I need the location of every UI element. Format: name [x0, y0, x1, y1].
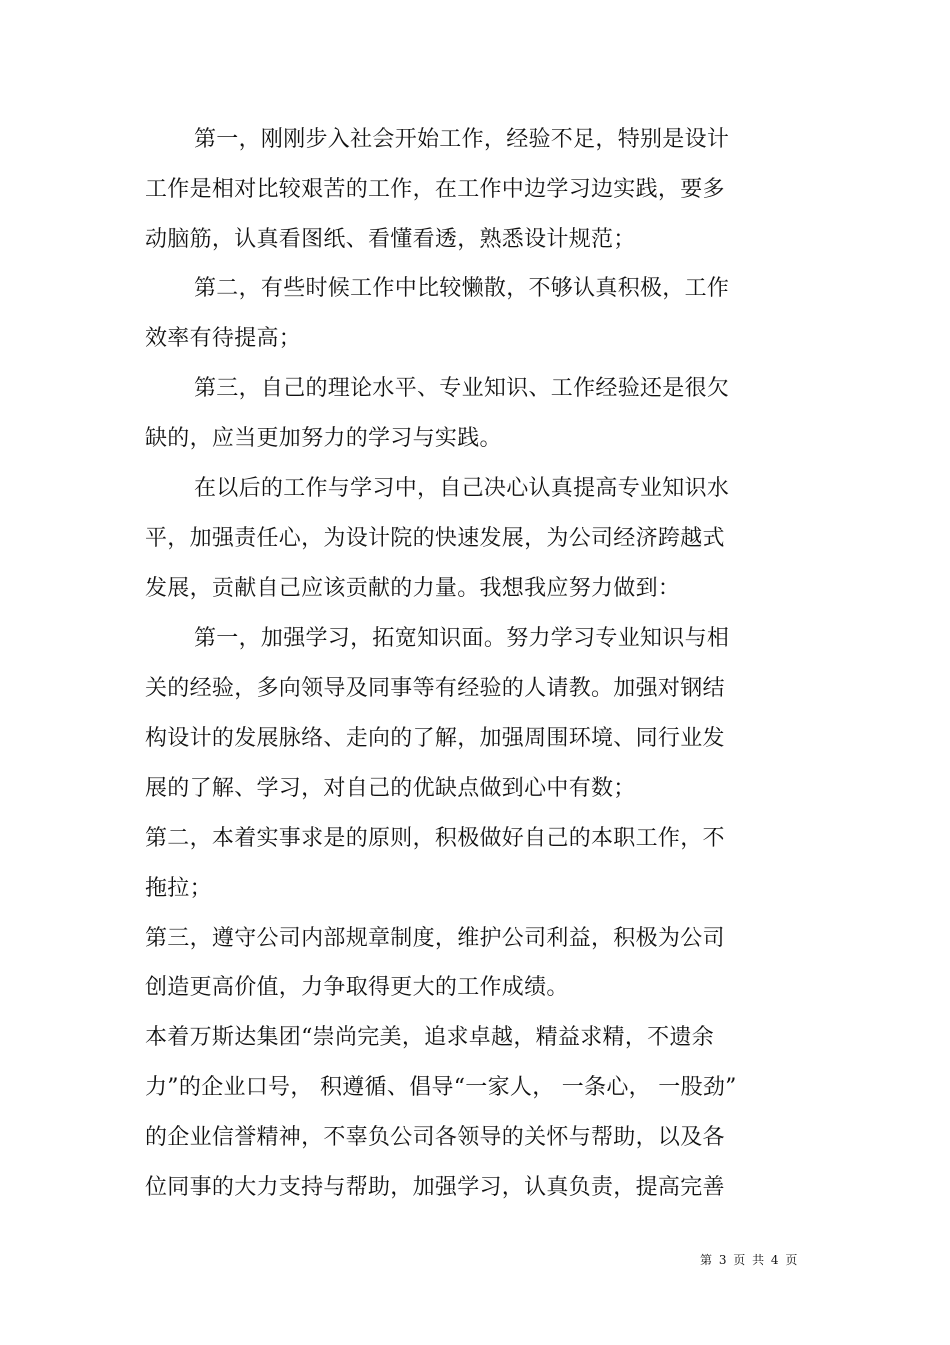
paragraph-line: 关的经验，多向领导及同事等有经验的人请教。加强对钢结: [145, 676, 725, 701]
paragraph-line: 第三，遵守公司内部规章制度，维护公司利益，积极为公司: [145, 926, 725, 951]
paragraph-line: 第一，刚刚步入社会开始工作，经验不足，特别是设计: [194, 127, 730, 152]
paragraph-line: 创造更高价值，力争取得更大的工作成绩。: [145, 975, 569, 1000]
paragraph-line: 效率有待提高；: [145, 326, 302, 351]
paragraph-line: 本着万斯达集团“崇尚完美，追求卓越，精益求精，不遗余: [145, 1025, 715, 1050]
paragraph-line: 的企业信誉精神，不辜负公司各领导的关怀与帮助，以及各: [145, 1125, 725, 1150]
paragraph-line: 位同事的大力支持与帮助，加强学习，认真负责，提高完善: [145, 1175, 725, 1200]
paragraph-line: 工作是相对比较艰苦的工作，在工作中边学习边实践，要多: [145, 177, 725, 202]
paragraph-line: 第二，有些时候工作中比较懒散，不够认真积极，工作: [194, 276, 730, 301]
paragraph-line: 构设计的发展脉络、走向的了解，加强周围环境、同行业发: [145, 726, 725, 751]
paragraph-line: 力”的企业口号， 积遵循、倡导“一家人， 一条心， 一股劲”: [145, 1075, 737, 1100]
paragraph-line: 缺的，应当更加努力的学习与实践。: [145, 426, 502, 451]
paragraph-line: 展的了解、学习，对自己的优缺点做到心中有数；: [145, 776, 636, 801]
page-number: 第 3 页 共 4 页: [700, 1253, 798, 1267]
paragraph-line: 第二，本着实事求是的原则，积极做好自己的本职工作，不: [145, 826, 725, 851]
paragraph-line: 在以后的工作与学习中，自己决心认真提高专业知识水: [194, 476, 730, 501]
paragraph-line: 动脑筋，认真看图纸、看懂看透，熟悉设计规范；: [145, 227, 636, 252]
paragraph-line: 发展，贡献自己应该贡献的力量。我想我应努力做到：: [145, 576, 681, 601]
paragraph-line: 第三，自己的理论水平、专业知识、工作经验还是很欠: [194, 376, 730, 401]
paragraph-line: 第一，加强学习，拓宽知识面。努力学习专业知识与相: [194, 626, 730, 651]
paragraph-line: 拖拉；: [145, 876, 212, 901]
paragraph-line: 平，加强责任心，为设计院的快速发展，为公司经济跨越式: [145, 526, 725, 551]
